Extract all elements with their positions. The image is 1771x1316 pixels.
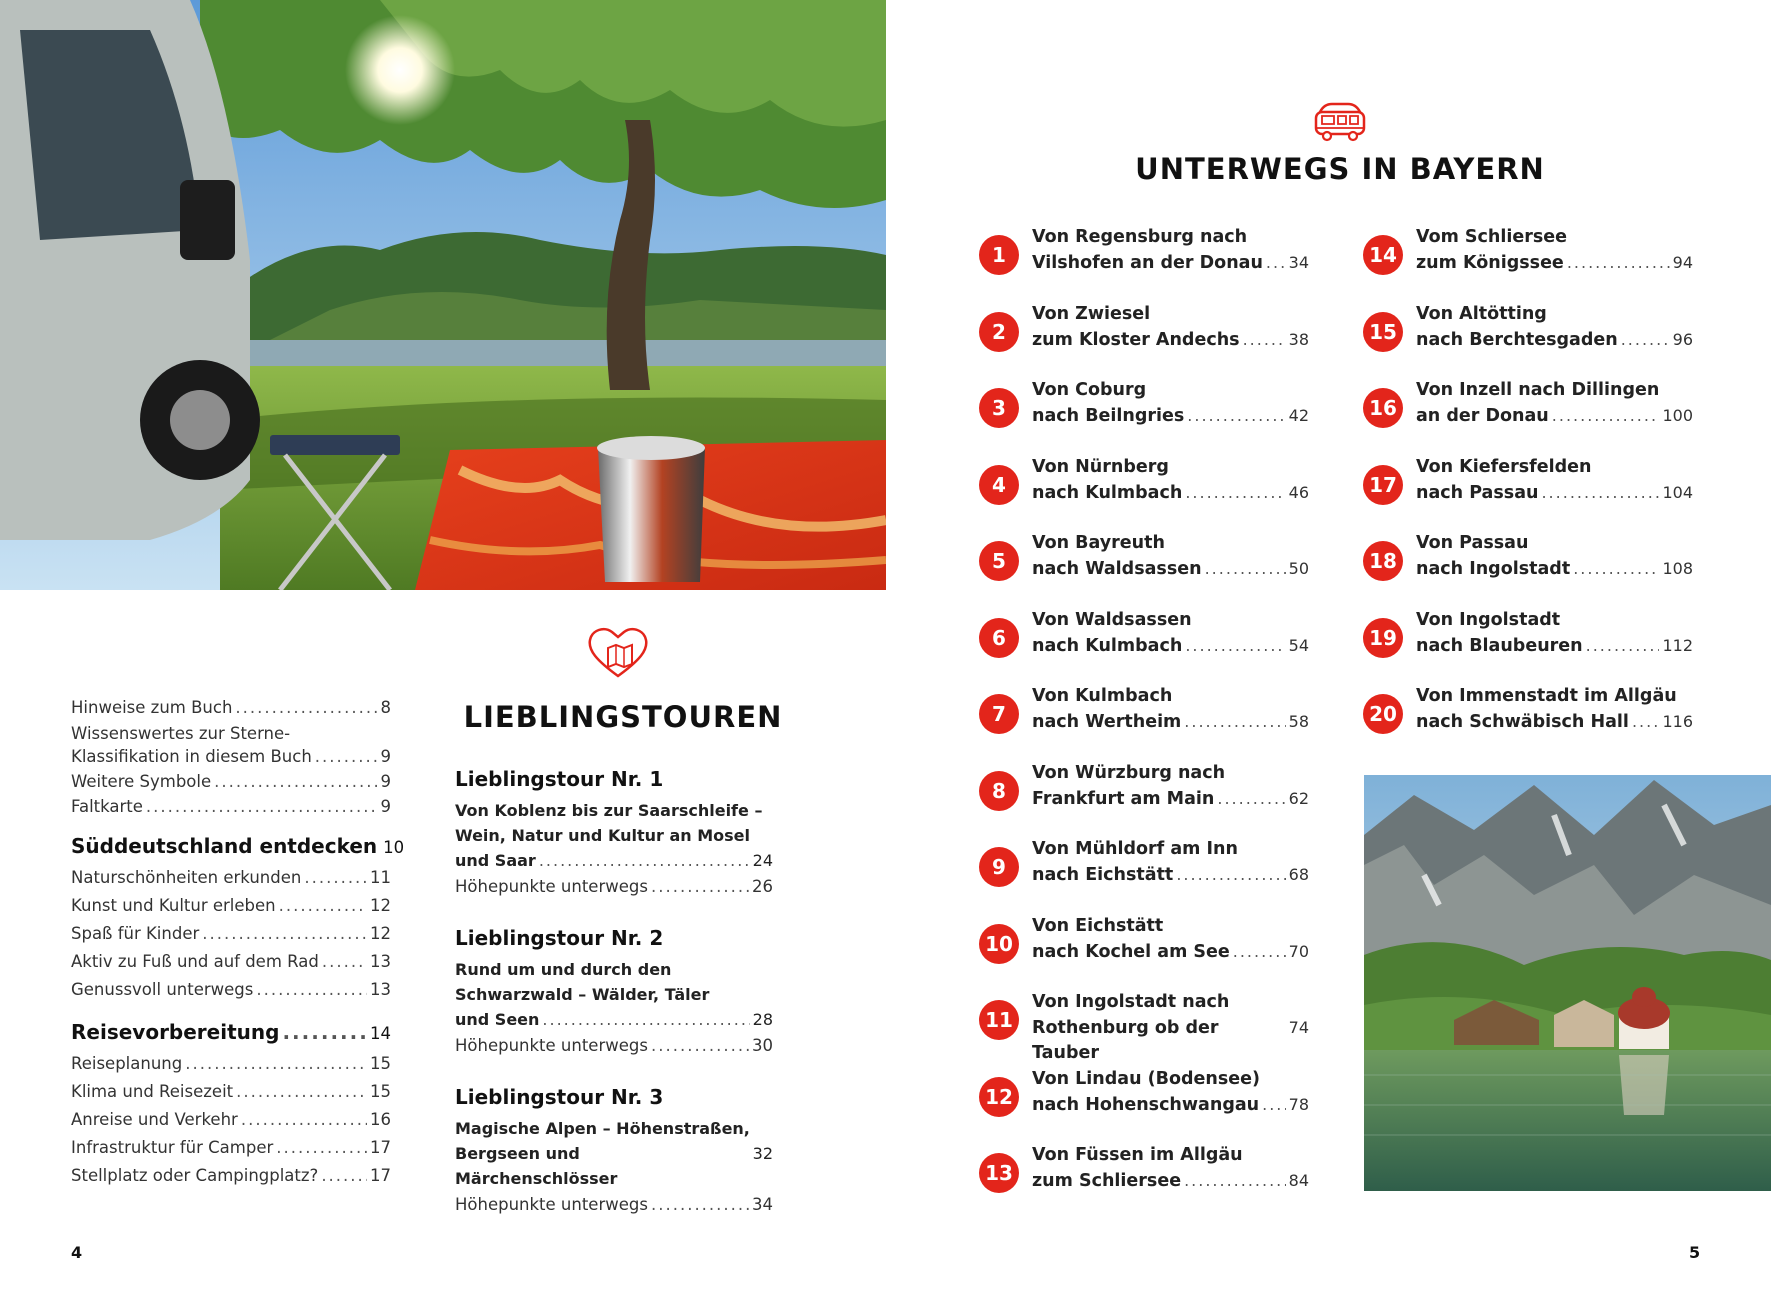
toc-entry[interactable] bbox=[71, 1078, 391, 1106]
route-title-line1: Von Altötting bbox=[1416, 303, 1547, 324]
toc-entry-title-line2: Klassifikation in diesem Buch bbox=[71, 747, 312, 766]
tour-page: 24 bbox=[752, 851, 773, 870]
route-item[interactable] bbox=[1363, 531, 1693, 591]
route-title-line1: Von Füssen im Allgäu bbox=[1032, 1145, 1243, 1165]
route-item[interactable] bbox=[979, 608, 1309, 668]
route-item[interactable] bbox=[979, 684, 1309, 744]
route-page: 42 bbox=[1288, 406, 1309, 425]
route-item[interactable] bbox=[979, 837, 1309, 897]
toc-entry-page: 17 bbox=[370, 1138, 391, 1157]
route-title-line2: nach Hohenschwangau bbox=[1032, 1094, 1260, 1115]
toc-entry[interactable] bbox=[71, 892, 391, 920]
route-title-line1: Von Würzburg nach bbox=[1032, 762, 1226, 783]
toc-entry-title: Infrastruktur für Camper bbox=[71, 1138, 274, 1157]
route-page: 104 bbox=[1662, 482, 1693, 502]
toc-entry-page: 9 bbox=[380, 797, 391, 816]
route-page: 116 bbox=[1662, 712, 1693, 731]
route-item[interactable] bbox=[979, 914, 1309, 974]
route-title-line2: zum Schliersee bbox=[1032, 1171, 1182, 1191]
toc-entry[interactable] bbox=[71, 920, 391, 948]
tour-highlights: Höhepunkte unterwegs bbox=[455, 1036, 648, 1055]
section-heading-page: 10 bbox=[383, 838, 405, 857]
toc-entry-page: 17 bbox=[370, 1166, 391, 1185]
toc-entry-page: 8 bbox=[380, 698, 391, 717]
route-title-line1: Von Ingolstadt bbox=[1416, 609, 1561, 630]
route-number-badge: 19 bbox=[1363, 618, 1403, 658]
toc-entry[interactable] bbox=[71, 768, 391, 796]
toc-entry-title: Kunst und Kultur erleben bbox=[71, 896, 276, 915]
route-page: 94 bbox=[1672, 253, 1693, 272]
route-page: 38 bbox=[1288, 329, 1309, 349]
route-number-badge: 12 bbox=[979, 1077, 1019, 1117]
route-number-badge: 20 bbox=[1363, 694, 1403, 734]
toc-entry-page: 11 bbox=[370, 868, 391, 887]
route-page: 46 bbox=[1288, 482, 1309, 502]
toc-entry-title-line1: Wissenswertes zur Sterne- bbox=[71, 724, 291, 743]
route-title-line1: Von Bayreuth bbox=[1032, 533, 1165, 553]
route-number-badge: 15 bbox=[1363, 312, 1403, 352]
route-page: 68 bbox=[1288, 865, 1309, 884]
route-number-badge: 11 bbox=[979, 1000, 1019, 1040]
tour-highlights-page: 26 bbox=[752, 877, 773, 896]
route-title-line2: Frankfurt am Main bbox=[1032, 788, 1215, 809]
route-title-line2: nach Kulmbach bbox=[1032, 635, 1183, 656]
route-item[interactable] bbox=[979, 378, 1309, 438]
route-page: 70 bbox=[1288, 941, 1309, 961]
route-page: 112 bbox=[1662, 635, 1693, 655]
route-title-line2: Vilshofen an der Donau bbox=[1032, 253, 1263, 273]
route-page: 96 bbox=[1672, 329, 1693, 349]
route-page: 78 bbox=[1288, 1094, 1309, 1114]
route-page: 84 bbox=[1288, 1171, 1309, 1190]
toc-entry-page: 13 bbox=[370, 980, 391, 999]
tour-desc-line: und Saar bbox=[455, 851, 536, 870]
toc-entry-title: Reiseplanung bbox=[71, 1054, 183, 1073]
toc-entry-page: 9 bbox=[380, 772, 391, 791]
route-title-line2: nach Wertheim bbox=[1032, 712, 1182, 732]
route-title-line1: Von Lindau (Bodensee) bbox=[1032, 1068, 1261, 1089]
section-heading-title: Reisevorbereitung bbox=[71, 1020, 280, 1044]
toc-entry-title: Aktiv zu Fuß und auf dem Rad bbox=[71, 952, 319, 971]
tour-highlights: Höhepunkte unterwegs bbox=[455, 1195, 648, 1214]
toc-entry[interactable] bbox=[71, 1162, 391, 1190]
toc-entry[interactable] bbox=[71, 694, 391, 722]
tour-entry[interactable] bbox=[455, 919, 773, 1060]
toc-entry-title: Weitere Symbole bbox=[71, 772, 212, 791]
toc-entry-page: 9 bbox=[380, 747, 391, 766]
route-item[interactable] bbox=[1363, 608, 1693, 668]
general-contents-list bbox=[71, 694, 405, 1190]
toc-entry[interactable] bbox=[71, 948, 391, 976]
page-number-left: 4 bbox=[71, 1243, 83, 1262]
heart-map-icon bbox=[586, 624, 650, 680]
route-item[interactable] bbox=[1363, 378, 1693, 438]
route-number-badge: 13 bbox=[979, 1153, 1019, 1193]
route-title-line2: nach Eichstätt bbox=[1032, 865, 1174, 885]
tour-highlights-page: 34 bbox=[752, 1195, 773, 1214]
route-title-line1: Von Kulmbach bbox=[1032, 686, 1173, 706]
route-page: 62 bbox=[1288, 788, 1309, 808]
route-title-line2: nach Waldsassen bbox=[1032, 559, 1202, 579]
bayern-title: UNTERWEGS IN BAYERN bbox=[1135, 152, 1545, 186]
route-title-line2: nach Kochel am See bbox=[1032, 941, 1230, 962]
route-title-line2: an der Donau bbox=[1416, 406, 1549, 426]
lieblingstouren-title: LIEBLINGSTOUREN bbox=[463, 700, 783, 734]
route-item[interactable] bbox=[979, 1143, 1309, 1203]
section-heading-reisevorbereitung[interactable] bbox=[71, 1016, 391, 1050]
route-title-line2: nach Beilngries bbox=[1032, 406, 1185, 426]
toc-entry[interactable] bbox=[71, 1134, 391, 1162]
route-item[interactable] bbox=[1363, 455, 1693, 515]
route-title-line1: Von Passau bbox=[1416, 533, 1529, 553]
camper-river-photo bbox=[0, 0, 886, 590]
route-title-line1: Von Regensburg nach bbox=[1032, 227, 1248, 247]
route-title-line2: nach Passau bbox=[1416, 482, 1539, 503]
route-title-line2: Rothenburg ob der Tauber bbox=[1032, 1018, 1219, 1063]
route-title-line2: nach Berchtesgaden bbox=[1416, 329, 1618, 350]
route-number-badge: 8 bbox=[979, 771, 1019, 811]
route-page: 74 bbox=[1288, 1018, 1309, 1037]
route-number-badge: 9 bbox=[979, 847, 1019, 887]
toc-entry[interactable] bbox=[71, 796, 391, 818]
route-page: 54 bbox=[1288, 635, 1309, 655]
section-heading-page: 14 bbox=[370, 1024, 391, 1043]
tour-highlights: Höhepunkte unterwegs bbox=[455, 877, 648, 896]
tour-heading: Lieblingstour Nr. 3 bbox=[455, 1085, 664, 1109]
tour-heading: Lieblingstour Nr. 2 bbox=[455, 926, 664, 950]
route-title-line1: Von Inzell nach Dillingen bbox=[1416, 380, 1660, 400]
route-title-line1: Von Waldsassen bbox=[1032, 609, 1192, 630]
route-title-line1: Von Kiefersfelden bbox=[1416, 456, 1592, 477]
route-page: 100 bbox=[1662, 406, 1693, 425]
route-number-badge: 6 bbox=[979, 618, 1019, 658]
route-item[interactable] bbox=[979, 225, 1309, 285]
route-item[interactable] bbox=[979, 455, 1309, 515]
section-heading-title: Süddeutschland entdecken bbox=[71, 834, 378, 858]
route-page: 108 bbox=[1662, 559, 1693, 578]
route-page: 34 bbox=[1288, 253, 1309, 272]
route-number-badge: 3 bbox=[979, 388, 1019, 428]
route-item[interactable] bbox=[1363, 225, 1693, 285]
toc-entry-title: Spaß für Kinder bbox=[71, 924, 200, 943]
toc-entry-title: Anreise und Verkehr bbox=[71, 1110, 238, 1129]
route-title-line2: nach Blaubeuren bbox=[1416, 635, 1583, 656]
toc-entry-page: 12 bbox=[370, 896, 391, 915]
route-title-line1: Von Immenstadt im Allgäu bbox=[1416, 686, 1677, 706]
tour-desc-line: Wein, Natur und Kultur an Mosel bbox=[455, 826, 750, 845]
route-number-badge: 7 bbox=[979, 694, 1019, 734]
lieblingstouren-list bbox=[455, 760, 773, 1237]
tour-highlights-page: 30 bbox=[752, 1036, 773, 1055]
route-title-line1: Von Mühldorf am Inn bbox=[1032, 839, 1238, 859]
tour-page: 28 bbox=[752, 1010, 773, 1029]
toc-entry-page: 15 bbox=[370, 1082, 391, 1101]
tour-entry[interactable] bbox=[455, 760, 773, 901]
route-item[interactable] bbox=[1363, 302, 1693, 362]
toc-entry-title: Genussvoll unterwegs bbox=[71, 980, 254, 999]
route-title-line1: Von Nürnberg bbox=[1032, 456, 1169, 477]
toc-entry-page: 12 bbox=[370, 924, 391, 943]
route-page: 50 bbox=[1288, 559, 1309, 578]
route-title-line2: zum Königssee bbox=[1416, 253, 1564, 273]
camper-van-icon bbox=[1312, 100, 1368, 144]
toc-entry-title: Naturschönheiten erkunden bbox=[71, 868, 302, 887]
route-item[interactable] bbox=[979, 531, 1309, 591]
route-item[interactable] bbox=[979, 761, 1309, 821]
section-heading-sueddeutschland[interactable] bbox=[71, 830, 405, 864]
route-title-line2: zum Kloster Andechs bbox=[1032, 329, 1240, 350]
route-item[interactable] bbox=[979, 1067, 1309, 1127]
route-number-badge: 18 bbox=[1363, 541, 1403, 581]
route-title-line1: Von Eichstätt bbox=[1032, 915, 1164, 936]
toc-entry-title: Hinweise zum Buch bbox=[71, 698, 233, 717]
toc-entry[interactable] bbox=[71, 722, 391, 768]
route-page: 58 bbox=[1288, 712, 1309, 731]
tour-heading: Lieblingstour Nr. 1 bbox=[455, 767, 664, 791]
lake-chapel-photo bbox=[1364, 775, 1771, 1191]
route-number-badge: 2 bbox=[979, 312, 1019, 352]
toc-entry-page: 16 bbox=[370, 1110, 391, 1129]
route-title-line1: Von Zwiesel bbox=[1032, 303, 1151, 324]
route-number-badge: 1 bbox=[979, 235, 1019, 275]
toc-entry[interactable] bbox=[71, 1050, 391, 1078]
route-title-line1: Von Ingolstadt nach bbox=[1032, 992, 1230, 1012]
route-number-badge: 4 bbox=[979, 465, 1019, 505]
toc-entry-title: Klima und Reisezeit bbox=[71, 1082, 234, 1101]
route-title-line1: Von Coburg bbox=[1032, 380, 1147, 400]
route-item[interactable] bbox=[979, 302, 1309, 362]
page-number-right: 5 bbox=[1689, 1243, 1701, 1262]
route-number-badge: 14 bbox=[1363, 235, 1403, 275]
route-number-badge: 5 bbox=[979, 541, 1019, 581]
tour-desc-line: Schwarzwald – Wälder, Täler bbox=[455, 985, 710, 1004]
tour-desc-line: Rund um und durch den bbox=[455, 960, 672, 979]
tour-desc-line: Bergseen und Märchenschlösser bbox=[455, 1144, 618, 1188]
toc-entry[interactable] bbox=[71, 1106, 391, 1134]
toc-entry-page: 15 bbox=[370, 1054, 391, 1073]
route-title-line2: nach Kulmbach bbox=[1032, 482, 1183, 503]
route-title-line1: Vom Schliersee bbox=[1416, 227, 1568, 247]
toc-entry-title: Faltkarte bbox=[71, 797, 143, 816]
route-title-line2: nach Ingolstadt bbox=[1416, 559, 1571, 579]
route-item[interactable] bbox=[1363, 684, 1693, 744]
tour-desc-line: und Seen bbox=[455, 1010, 540, 1029]
route-item[interactable] bbox=[979, 990, 1309, 1063]
toc-entry-title: Stellplatz oder Campingplatz? bbox=[71, 1166, 319, 1185]
route-number-badge: 16 bbox=[1363, 388, 1403, 428]
tour-desc-line: Von Koblenz bis zur Saarschleife – bbox=[455, 801, 763, 820]
toc-entry[interactable] bbox=[71, 864, 391, 892]
route-title-line2: nach Schwäbisch Hall bbox=[1416, 712, 1629, 732]
tour-entry[interactable] bbox=[455, 1078, 773, 1219]
toc-entry[interactable] bbox=[71, 976, 391, 1004]
tour-page: 32 bbox=[752, 1144, 773, 1163]
toc-entry-page: 13 bbox=[370, 952, 391, 971]
route-number-badge: 17 bbox=[1363, 465, 1403, 505]
tour-desc-line: Magische Alpen – Höhenstraßen, bbox=[455, 1119, 750, 1138]
route-number-badge: 10 bbox=[979, 924, 1019, 964]
